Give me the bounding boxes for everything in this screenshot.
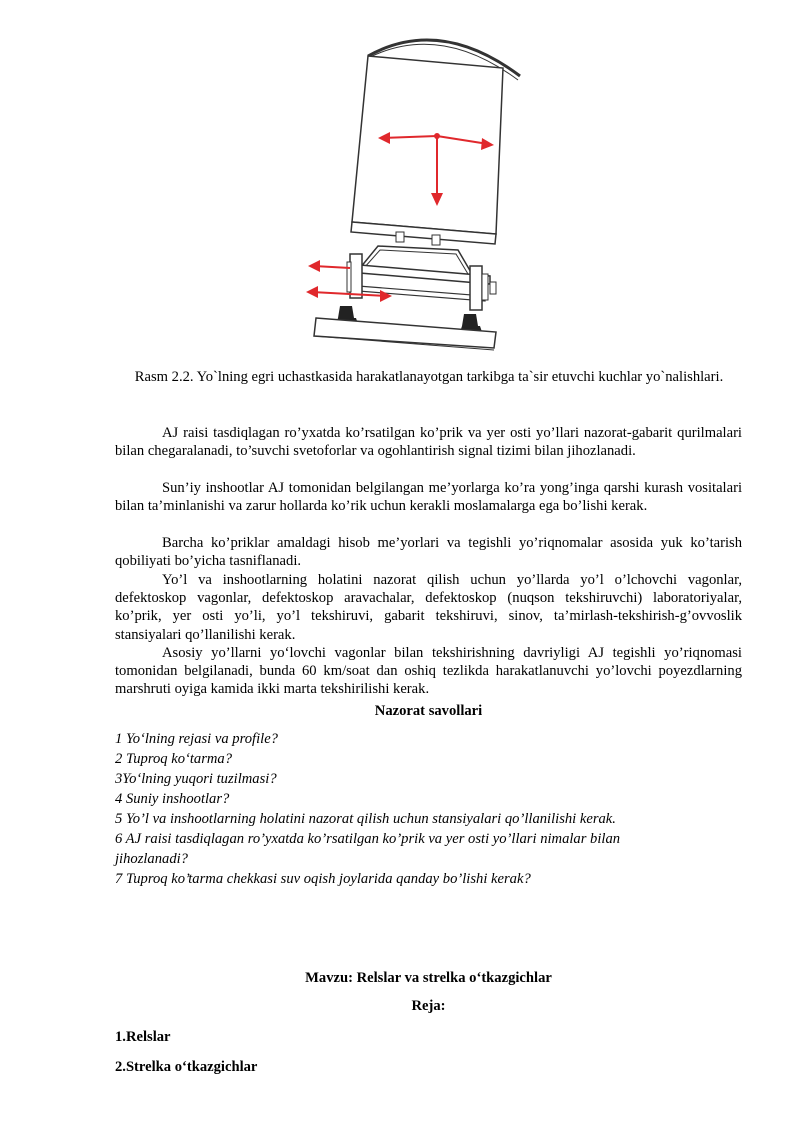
rail-right	[462, 314, 478, 326]
wheel-left	[350, 254, 362, 298]
wheel-left-hub	[347, 262, 351, 292]
wheel-arrow-top-head	[308, 260, 320, 272]
paragraph-3: Barcha ko’priklar amaldagi hisob me’yorlari va tegishli yo’riqnomalar asosida yuk ko’tarish qobiliyati bo’yicha tasniflanadi.	[115, 535, 742, 570]
wagon-force-diagram	[300, 18, 530, 358]
questions-heading: Nazorat savollari	[374, 703, 483, 719]
question-item: 7 Tuproq ko’tarma chekkasi suv oqish joylarida qanday bo’lishi kerak?	[115, 871, 531, 887]
mount-left	[396, 232, 404, 242]
tank-body	[352, 56, 503, 234]
question-item: 1 Yo‘lning rejasi va profile?	[115, 731, 278, 747]
wagon-diagram-svg	[300, 18, 530, 358]
question-item: 4 Suniy inshootlar?	[115, 791, 230, 807]
wheel-arrow-bottom-left-head	[306, 286, 318, 298]
paragraph-4: Yo’l va inshootlarning holatini nazorat qilish uchun yo’llarda yo’l o’lchovchi vagonlar, defektoskop vagonlar, defektoskop aravachalar, defektoskop (nuqson tekshiruvchi) laboratoriyalar, ko’prik, yer osti yo’li, yo’l tekshiruvi, gabarit tekshiruvi, sinov, ta’mirlash-tekshirish-g’ovvoslik stansiyalari qo’llanilishi kerak.	[115, 572, 742, 643]
figure-caption: Rasm 2.2. Yo`lning egri uchastkasida harakatlanayotgan tarkibga ta`sir etuvchi kuchlar yo`nalishlari.	[134, 369, 724, 385]
axle	[358, 286, 485, 301]
topic-title: Mavzu: Relslar va strelka o‘tkazgichlar	[305, 970, 552, 986]
paragraph-5: Asosiy yo’llarni yo‘lovchi vagonlar bilan tekshirishning davriyligi AJ tegishli yo’riqnomasi tomonidan belgilanadi, bunda 60 km/soat dan oshiq tezlikda harakatlanuvchi yo’lovchi poyezdlarning marshruti oyiga kamida ikki marta tekshirilishi kerak.	[115, 645, 742, 698]
question-item: 2 Tuproq ko‘tarma?	[115, 751, 233, 767]
wheel-right-hub	[482, 274, 488, 300]
plan-heading: Reja:	[411, 998, 446, 1014]
paragraph-2: Sun’iy inshootlar AJ tomonidan belgilangan me’yorlarga ko’ra yong’inga qarshi kurash vositalari bilan ta’minlanishi va zarur hollarda ko’rik uchun kerakli moslamalarga ega bo’lishi kerak.	[115, 480, 742, 515]
plan-item-2: 2.Strelka o‘tkazgichlar	[115, 1059, 258, 1075]
paragraph-1: AJ raisi tasdiqlagan ro’yxatda ko’rsatilgan ko’prik va yer osti yo’llari nazorat-gabarit qurilmalari bilan chegaralanadi, to’suvchi svetoforlar va ogohlantirish signal tizimi bilan jihozlanadi.	[115, 425, 742, 460]
wheel-right-cap	[490, 282, 496, 294]
wheel-right	[470, 266, 482, 310]
question-item: 5 Yo’l va inshootlarning holatini nazorat qilish uchun stansiyalari qo’llanilishi kerak.	[115, 811, 616, 827]
plan-item-1: 1.Relslar	[115, 1029, 171, 1045]
question-item: 6 AJ raisi tasdiqlagan ro’yxatda ko’rsatilgan ko’prik va yer osti yo’llari nimalar bilan jihozlanadi?	[115, 831, 621, 867]
question-item: 3Yo‘lning yuqori tuzilmasi?	[115, 771, 277, 787]
questions-list	[115, 729, 742, 889]
mount-right	[432, 235, 440, 245]
rail-left	[338, 306, 354, 318]
